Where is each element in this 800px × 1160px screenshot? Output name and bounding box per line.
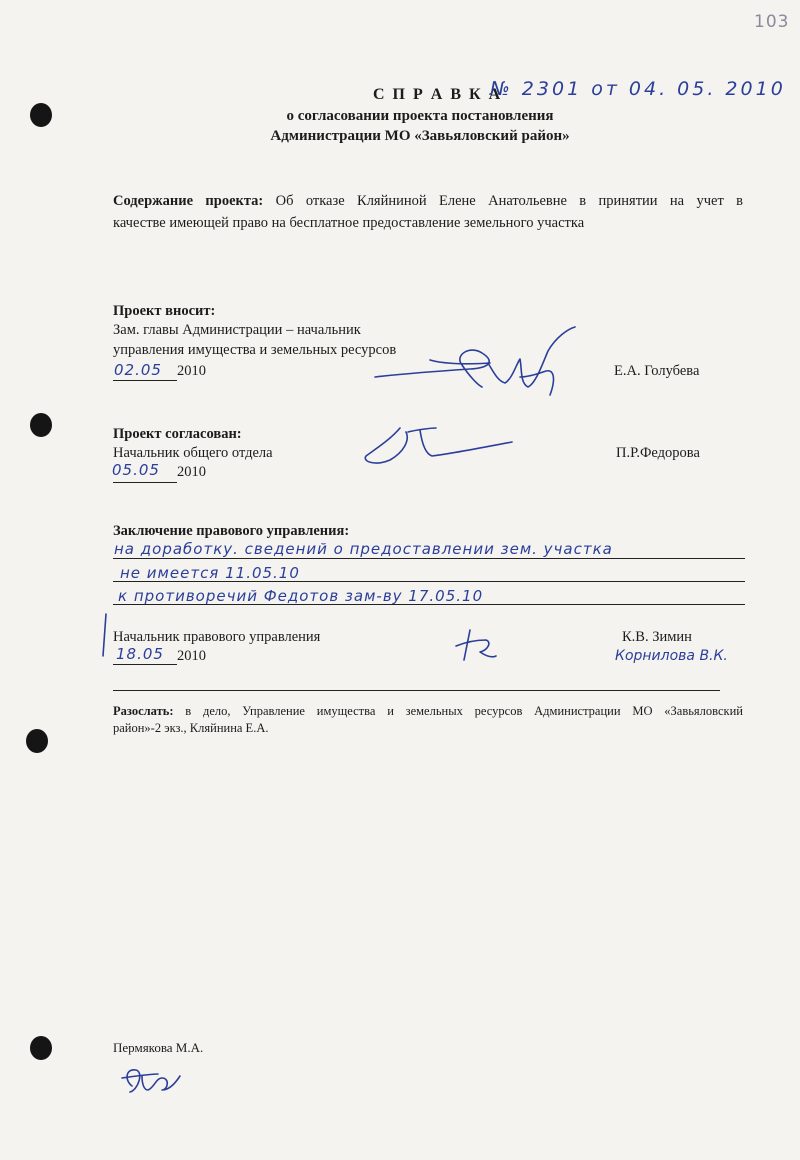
legal-position: Начальник правового управления	[113, 629, 321, 645]
distribution-block	[113, 703, 743, 737]
project-content	[113, 190, 743, 234]
legal-note-1: на доработку. сведений о предоставлении зем. участка	[114, 540, 613, 558]
date-underline	[113, 380, 177, 381]
page-number: 103	[754, 12, 790, 32]
margin-mark	[100, 612, 110, 658]
signature-fedorova	[360, 420, 520, 480]
legal-year: 2010	[177, 648, 206, 664]
date-underline	[113, 664, 177, 665]
content-text-1: Об отказе Кляйниной Елене Анатольевне в принятии на учет в	[275, 193, 743, 209]
legal-name: К.В. Зимин	[622, 629, 692, 645]
approval-name: П.Р.Федорова	[616, 445, 700, 461]
approval-position: Начальник общего отдела	[113, 445, 273, 461]
submitter-position-1: Зам. главы Администрации – начальник	[113, 322, 361, 338]
submitter-position-2: управления имущества и земельных ресурсов	[113, 342, 397, 358]
punch-hole	[26, 729, 48, 753]
punch-hole	[30, 413, 52, 437]
punch-hole	[30, 1036, 52, 1060]
legal-note-3: к противоречий Федотов зам-ву 17.05.10	[118, 587, 484, 605]
legal-date: 18.05	[116, 645, 164, 663]
handwriting-line	[113, 558, 745, 559]
executor-name: Пермякова М.А.	[113, 1040, 204, 1055]
content-text-2: качестве имеющей право на бесплатное предоставление земельного участка	[113, 215, 585, 231]
approval-date: 05.05	[112, 461, 160, 479]
approval-heading: Проект согласован:	[113, 426, 242, 442]
legal-heading: Заключение правового управления:	[113, 523, 350, 539]
handwritten-doc-number: № 2301 от 04. 05. 2010	[490, 78, 786, 100]
separator	[113, 690, 720, 691]
submitter-date: 02.05	[114, 361, 162, 379]
document-subtitle-2: Администрации МО «Завьяловский район»	[270, 128, 570, 144]
submitter-heading: Проект вносит:	[113, 303, 216, 319]
signature-permyakova	[118, 1060, 184, 1100]
approval-year: 2010	[177, 464, 206, 480]
submitter-year: 2010	[177, 363, 206, 379]
distribution-text-1: в дело, Управление имущества и земельных ресурсов Администрации МО «Завьяловский	[185, 704, 743, 718]
date-underline	[113, 482, 177, 483]
signature-golubeva	[370, 325, 580, 405]
distribution-label: Разослать:	[113, 704, 174, 718]
submitter-name: Е.А. Голубева	[614, 363, 700, 379]
legal-handwritten-name: Корнилова В.К.	[615, 648, 728, 664]
legal-note-2: не имеется 11.05.10	[120, 564, 300, 582]
content-label: Содержание проекта:	[113, 193, 264, 209]
document-subtitle: о согласовании проекта постановления	[286, 108, 554, 124]
distribution-text-2: район»-2 экз., Кляйнина Е.А.	[113, 721, 269, 735]
signature-zimin	[452, 628, 498, 664]
document-title: С П Р А В К А	[373, 86, 503, 103]
